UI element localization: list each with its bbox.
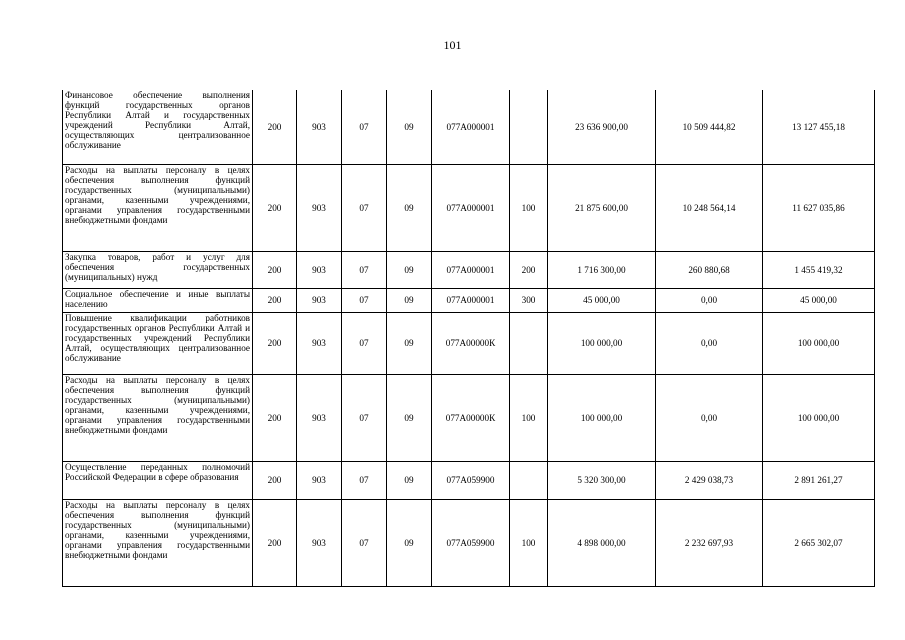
table-row	[63, 374, 875, 461]
cell-value-3: 1 455 419,32	[763, 251, 875, 288]
cell-code-1: 200	[253, 164, 297, 251]
cell-target-code: 077А059900	[432, 499, 510, 586]
cell-code-1: 200	[253, 499, 297, 586]
table-row	[63, 499, 875, 586]
row-name: Расходы на выплаты персоналу в целях обеспечения выполнения функций государственных (муниципальными) органами, казенными учреждениями, органами управления государственными внебюджетными фондами	[63, 374, 253, 461]
cell-value-2: 10 248 564,14	[656, 164, 763, 251]
cell-expense-type	[510, 312, 548, 374]
cell-expense-type: 100	[510, 164, 548, 251]
cell-expense-type: 100	[510, 499, 548, 586]
cell-target-code: 077А000001	[432, 164, 510, 251]
cell-value-1: 1 716 300,00	[548, 251, 656, 288]
cell-code-4: 09	[387, 499, 432, 586]
cell-expense-type: 100	[510, 374, 548, 461]
cell-value-1: 21 875 600,00	[548, 164, 656, 251]
cell-code-4: 09	[387, 374, 432, 461]
table-row	[63, 461, 875, 499]
cell-code-1: 200	[253, 312, 297, 374]
cell-target-code: 077А000001	[432, 90, 510, 164]
cell-value-1: 100 000,00	[548, 374, 656, 461]
row-name: Повышение квалификации работников государственных органов Республики Алтай и государственных учреждений Республики Алтай, осуществляющих централизованное обслуживание	[63, 312, 253, 374]
page-number: 101	[443, 38, 462, 52]
cell-value-3: 45 000,00	[763, 288, 875, 312]
cell-value-3: 13 127 455,18	[763, 90, 875, 164]
table-row	[63, 164, 875, 251]
cell-code-3: 07	[342, 164, 387, 251]
cell-code-3: 07	[342, 461, 387, 499]
cell-value-1: 45 000,00	[548, 288, 656, 312]
row-name: Расходы на выплаты персоналу в целях обеспечения выполнения функций государственных (муниципальными) органами, казенными учреждениями, органами управления государственными внебюджетными фондами	[63, 499, 253, 586]
cell-code-2: 903	[297, 288, 342, 312]
cell-code-3: 07	[342, 374, 387, 461]
cell-value-1: 5 320 300,00	[548, 461, 656, 499]
cell-expense-type: 300	[510, 288, 548, 312]
cell-target-code: 077А000001	[432, 288, 510, 312]
cell-value-1: 100 000,00	[548, 312, 656, 374]
cell-code-1: 200	[253, 374, 297, 461]
table-row	[63, 90, 875, 164]
row-name: Финансовое обеспечение выполнения функций государственных органов Республики Алтай и государственных учреждений Республики Алтай, осуществляющих централизованное обслуживание	[63, 90, 253, 164]
cell-code-4: 09	[387, 251, 432, 288]
cell-code-4: 09	[387, 461, 432, 499]
cell-code-2: 903	[297, 374, 342, 461]
table-row	[63, 251, 875, 288]
cell-code-1: 200	[253, 251, 297, 288]
row-name: Социальное обеспечение и иные выплаты населению	[63, 288, 253, 312]
cell-value-2: 10 509 444,82	[656, 90, 763, 164]
cell-code-3: 07	[342, 251, 387, 288]
cell-code-4: 09	[387, 90, 432, 164]
cell-code-2: 903	[297, 164, 342, 251]
cell-value-2: 260 880,68	[656, 251, 763, 288]
cell-value-3: 2 665 302,07	[763, 499, 875, 586]
cell-code-2: 903	[297, 461, 342, 499]
cell-target-code: 077А00000К	[432, 312, 510, 374]
cell-target-code: 077А059900	[432, 461, 510, 499]
cell-expense-type: 200	[510, 251, 548, 288]
cell-code-3: 07	[342, 90, 387, 164]
cell-expense-type	[510, 461, 548, 499]
table-row	[63, 288, 875, 312]
cell-code-1: 200	[253, 90, 297, 164]
cell-code-4: 09	[387, 312, 432, 374]
cell-code-2: 903	[297, 90, 342, 164]
cell-code-2: 903	[297, 499, 342, 586]
cell-value-2: 0,00	[656, 288, 763, 312]
cell-target-code: 077А00000К	[432, 374, 510, 461]
cell-value-2: 0,00	[656, 374, 763, 461]
cell-value-2: 0,00	[656, 312, 763, 374]
cell-target-code: 077А000001	[432, 251, 510, 288]
cell-value-3: 100 000,00	[763, 374, 875, 461]
cell-code-2: 903	[297, 312, 342, 374]
cell-value-3: 100 000,00	[763, 312, 875, 374]
cell-value-2: 2 429 038,73	[656, 461, 763, 499]
cell-code-4: 09	[387, 288, 432, 312]
row-name: Осуществление переданных полномочий Российской Федерации в сфере образования	[63, 461, 253, 499]
cell-expense-type	[510, 90, 548, 164]
cell-value-2: 2 232 697,93	[656, 499, 763, 586]
cell-code-3: 07	[342, 312, 387, 374]
row-name: Расходы на выплаты персоналу в целях обеспечения выполнения функций государственных (муниципальными) органами, казенными учреждениями, органами управления государственными внебюджетными фондами	[63, 164, 253, 251]
cell-value-3: 2 891 261,27	[763, 461, 875, 499]
cell-code-3: 07	[342, 499, 387, 586]
table-row	[63, 312, 875, 374]
cell-code-3: 07	[342, 288, 387, 312]
cell-value-3: 11 627 035,86	[763, 164, 875, 251]
budget-table	[62, 90, 875, 587]
cell-code-1: 200	[253, 288, 297, 312]
cell-code-2: 903	[297, 251, 342, 288]
cell-value-1: 23 636 900,00	[548, 90, 656, 164]
row-name: Закупка товаров, работ и услуг для обеспечения государственных (муниципальных) нужд	[63, 251, 253, 288]
cell-code-4: 09	[387, 164, 432, 251]
cell-code-1: 200	[253, 461, 297, 499]
cell-value-1: 4 898 000,00	[548, 499, 656, 586]
